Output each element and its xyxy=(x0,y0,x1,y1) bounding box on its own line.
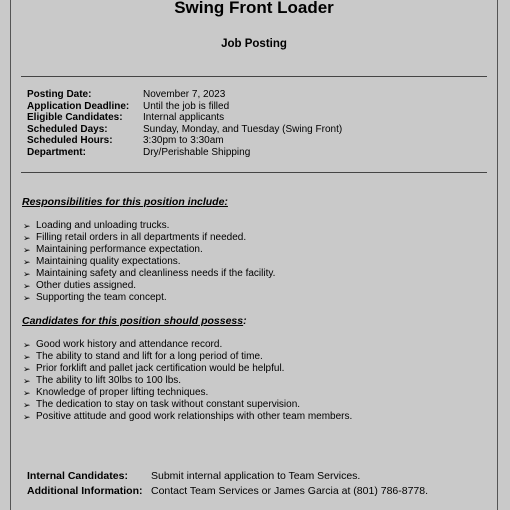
detail-value: Until the job is filled xyxy=(143,100,230,112)
list-item xyxy=(23,244,275,256)
list-item-text: Good work history and attendance record. xyxy=(36,339,223,350)
arrow-bullet-icon: ➢ xyxy=(23,233,31,243)
list-item xyxy=(23,399,352,411)
list-item xyxy=(23,280,275,292)
footer-label: Additional Information: xyxy=(27,485,143,497)
list-item-text: Knowledge of proper lifting techniques. xyxy=(36,387,209,398)
arrow-bullet-icon: ➢ xyxy=(23,388,31,398)
detail-value: Internal applicants xyxy=(143,112,225,124)
list-item-text: Maintaining quality expectations. xyxy=(36,256,181,267)
detail-row-application-deadline xyxy=(27,101,342,113)
detail-label: Scheduled Hours: xyxy=(27,135,113,147)
list-item xyxy=(23,220,275,232)
list-item-text: The ability to stand and lift for a long period of time. xyxy=(36,351,263,362)
arrow-bullet-icon: ➢ xyxy=(23,269,31,279)
detail-row-eligible-candidates xyxy=(27,112,342,124)
detail-value: Dry/Perishable Shipping xyxy=(143,146,251,158)
qualifications-heading-colon: : xyxy=(243,315,247,327)
arrow-bullet-icon: ➢ xyxy=(23,245,31,255)
list-item xyxy=(23,375,352,387)
list-item xyxy=(23,232,275,244)
list-item xyxy=(23,411,352,423)
arrow-bullet-icon: ➢ xyxy=(23,364,31,374)
posting-details xyxy=(27,89,342,159)
list-item xyxy=(23,339,352,351)
arrow-bullet-icon: ➢ xyxy=(23,221,31,231)
list-item-text: Loading and unloading trucks. xyxy=(36,220,170,231)
list-item xyxy=(23,351,352,363)
detail-value: November 7, 2023 xyxy=(143,89,226,100)
detail-label: Eligible Candidates: xyxy=(27,112,123,124)
responsibilities-heading-text: Responsibilities for this position include: xyxy=(22,196,228,208)
detail-row-scheduled-hours xyxy=(27,135,342,147)
footer-row-additional-information xyxy=(27,484,428,499)
detail-label: Application Deadline: xyxy=(27,100,130,112)
arrow-bullet-icon: ➢ xyxy=(23,281,31,291)
responsibilities-list xyxy=(23,220,275,304)
arrow-bullet-icon: ➢ xyxy=(23,376,31,386)
footer-value: Contact Team Services or James Garcia at (801) 786-8778. xyxy=(151,485,429,497)
list-item-text: Positive attitude and good work relationships with other team members. xyxy=(36,411,353,422)
divider xyxy=(21,172,487,173)
list-item xyxy=(23,387,352,399)
arrow-bullet-icon: ➢ xyxy=(23,257,31,267)
arrow-bullet-icon: ➢ xyxy=(23,400,31,410)
list-item-text: The ability to lift 30lbs to 100 lbs. xyxy=(36,375,182,386)
arrow-bullet-icon: ➢ xyxy=(23,340,31,350)
list-item-text: The dedication to stay on task without constant supervision. xyxy=(36,399,301,410)
job-title: Swing Front Loader xyxy=(174,0,334,17)
list-item-text: Maintaining safety and cleanliness needs if the facility. xyxy=(36,268,276,279)
footer-value: Submit internal application to Team Services. xyxy=(151,470,361,482)
detail-label: Posting Date: xyxy=(27,89,92,100)
footer-row-internal-candidates xyxy=(27,469,428,484)
list-item xyxy=(23,256,275,268)
detail-value: Sunday, Monday, and Tuesday (Swing Front) xyxy=(143,123,343,135)
posting-subtitle: Job Posting xyxy=(221,38,287,50)
detail-label: Scheduled Days: xyxy=(27,123,108,135)
arrow-bullet-icon: ➢ xyxy=(23,293,31,303)
list-item xyxy=(23,268,275,280)
list-item-text: Supporting the team concept. xyxy=(36,292,167,303)
list-item xyxy=(23,292,275,304)
divider xyxy=(21,76,487,77)
document-page xyxy=(10,0,498,510)
list-item-text: Prior forklift and pallet jack certification would be helpful. xyxy=(36,363,285,374)
detail-label: Department: xyxy=(27,146,86,158)
detail-value: 3:30pm to 3:30am xyxy=(143,135,224,147)
qualifications-list xyxy=(23,339,352,423)
detail-row-department xyxy=(27,147,342,159)
list-item-text: Maintaining performance expectation. xyxy=(36,244,203,255)
detail-row-posting-date xyxy=(27,89,342,101)
contact-info xyxy=(27,469,428,499)
arrow-bullet-icon: ➢ xyxy=(23,412,31,422)
list-item-text: Filling retail orders in all departments if needed. xyxy=(36,232,247,243)
list-item-text: Other duties assigned. xyxy=(36,280,137,291)
detail-row-scheduled-days xyxy=(27,124,342,136)
responsibilities-heading xyxy=(22,196,228,208)
arrow-bullet-icon: ➢ xyxy=(23,352,31,362)
qualifications-heading-text: Candidates for this position should possess xyxy=(22,315,244,327)
list-item xyxy=(23,363,352,375)
qualifications-heading xyxy=(22,315,247,327)
footer-label: Internal Candidates: xyxy=(27,470,128,482)
